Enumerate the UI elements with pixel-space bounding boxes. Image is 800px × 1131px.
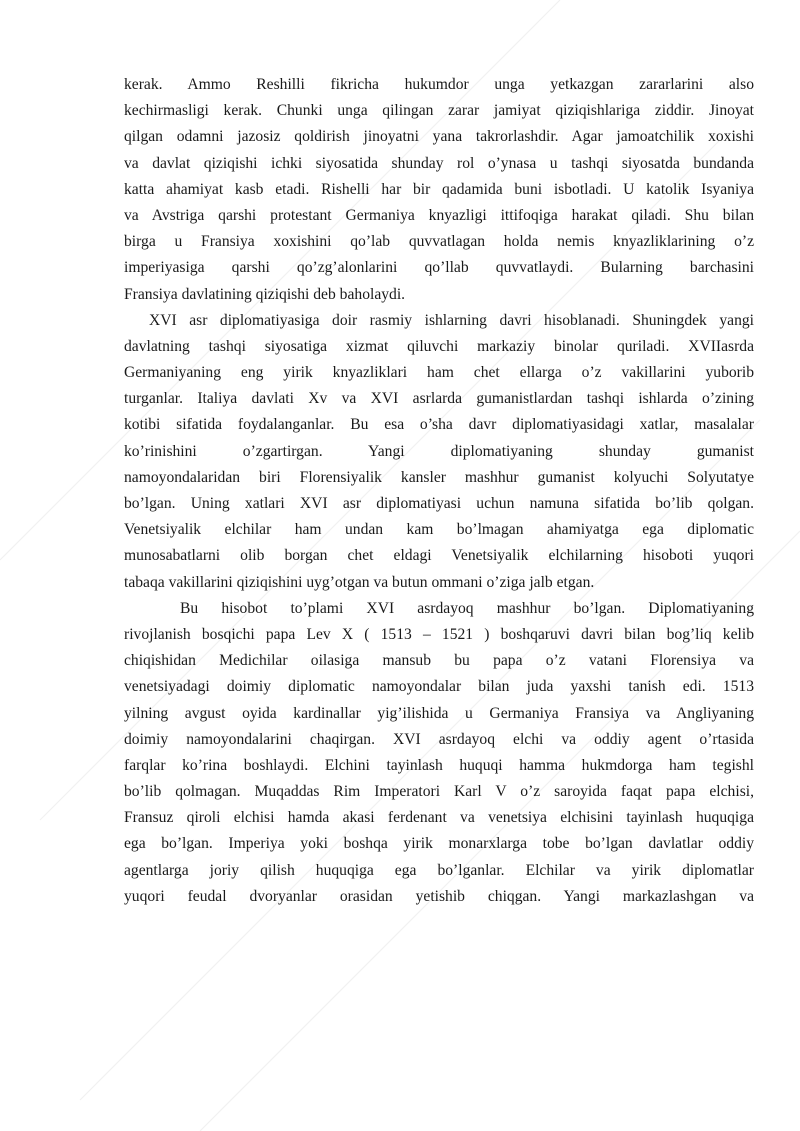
text-line: Fransuz qiroli elchisi hamda akasi ferdenant va venetsiya elchisini tayinlash huquqiga: [124, 809, 754, 827]
text-line: yuqori feudal dvoryanlar orasidan yetishib chiqgan. Yangi markazlashgan va: [124, 887, 754, 905]
document-page: [124, 72, 754, 910]
text-line: venetsiyadagi doimiy diplomatic namoyondalar bilan juda yaxshi tanish edi. 1513: [124, 678, 754, 696]
text-line: doimiy namoyondalarini chaqirgan. XVI asrdayoq elchi va oddiy agent o’rtasida: [124, 730, 754, 748]
text-line: chiqishidan Medichilar oilasiga mansub bu papa o’z vatani Florensiya va: [124, 652, 754, 670]
text-line: turganlar. Italiya davlati Xv va XVI asrlarda gumanistlardan tashqi ishlarda o’zining: [124, 390, 754, 408]
text-line: farqlar ko’rina boshlaydi. Elchini tayinlash huquqi hamma hukmdorga ham tegishl: [124, 756, 754, 774]
text-line: Bu hisobot to’plami XVI asrdayoq mashhur bo’lgan. Diplomatiyaning: [180, 599, 754, 617]
text-line: bo’lgan. Uning xatlari XVI asr diplomatiyasi uchun namuna sifatida bo’lib qolgan.: [124, 495, 754, 512]
text-line: bo’lib qolmagan. Muqaddas Rim Imperatori Karl V o’z saroyida faqat papa elchisi,: [124, 783, 754, 801]
text-line: katta ahamiyat kasb etadi. Rishelli har bir qadamida buni isbotladi. U katolik Isyaniya: [124, 180, 754, 198]
text-line: kotibi sifatida foydalanganlar. Bu esa o’sha davr diplomatiyasidagi xatlar, masalalar: [124, 416, 754, 434]
text-line: yilning avgust oyida kardinallar yig’ilishida u Germaniya Fransiya va Angliyaning: [124, 704, 754, 722]
text-line: rivojlanish bosqichi papa Lev X ( 1513 – 1521 ) boshqaruvi davri bilan bog’liq kelib: [124, 625, 754, 643]
text-line: ega bo’lgan. Imperiya yoki boshqa yirik monarxlarga tobe bo’lgan davlatlar oddiy: [124, 835, 754, 853]
text-line: ko’rinishini o’zgartirgan. Yangi diplomatiyaning shunday gumanist: [124, 442, 754, 460]
text-line: kerak. Ammo Reshilli fikricha hukumdor unga yetkazgan zararlarini also: [124, 76, 754, 93]
text-line: tabaqa vakillarini qiziqishini uyg’otgan va butun ommani o’ziga jalb etgan.: [124, 573, 595, 591]
text-line: namoyondalaridan biri Florensiyalik kansler mashhur gumanist kolyuchi Solyutatye: [124, 468, 754, 486]
text-line: va davlat qiziqishi ichki siyosatida shunday rol o’ynasa u tashqi siyosatda bundanda: [124, 154, 754, 172]
text-line: va Avstriga qarshi protestant Germaniya knyazligi ittifoqiga harakat qiladi. Shu bilan: [124, 206, 754, 224]
text-line: imperiyasiga qarshi qo’zg’alonlarini qo’llab quvvatlaydi. Bularning barchasini: [124, 259, 754, 277]
text-line: agentlarga joriy qilish huquqiga ega bo’lganlar. Elchilar va yirik diplomatlar: [124, 861, 754, 879]
text-line: davlatning tashqi siyosatiga xizmat qiluvchi markaziy binolar quriladi. XVIIasrda: [124, 337, 754, 355]
text-line: birga u Fransiya xoxishini qo’lab quvvatlagan holda nemis knyazliklarining o’z: [124, 233, 754, 251]
text-line: XVI asr diplomatiyasiga doir rasmiy ishlarning davri hisoblanadi. Shuningdek yangi: [149, 311, 754, 329]
text-line: munosabatlarni olib borgan chet eldagi Venetsiyalik elchilarning hisoboti yuqori: [124, 547, 754, 565]
text-line: Germaniyaning eng yirik knyazliklari ham chet ellarga o’z vakillarini yuborib: [124, 364, 754, 382]
text-line: kechirmasligi kerak. Chunki unga qilingan zarar jamiyat qiziqishlariga ziddir. Jinoyat: [124, 102, 754, 120]
text-line: Venetsiyalik elchilar ham undan kam bo’lmagan ahamiyatga ega diplomatic: [124, 521, 754, 539]
text-line: qilgan odamni jazosiz qoldirish jinoyatni yana takrorlashdir. Agar jamoatchilik xoxishi: [124, 128, 754, 146]
text-line: Fransiya davlatining qiziqishi deb baholaydi.: [124, 285, 406, 303]
